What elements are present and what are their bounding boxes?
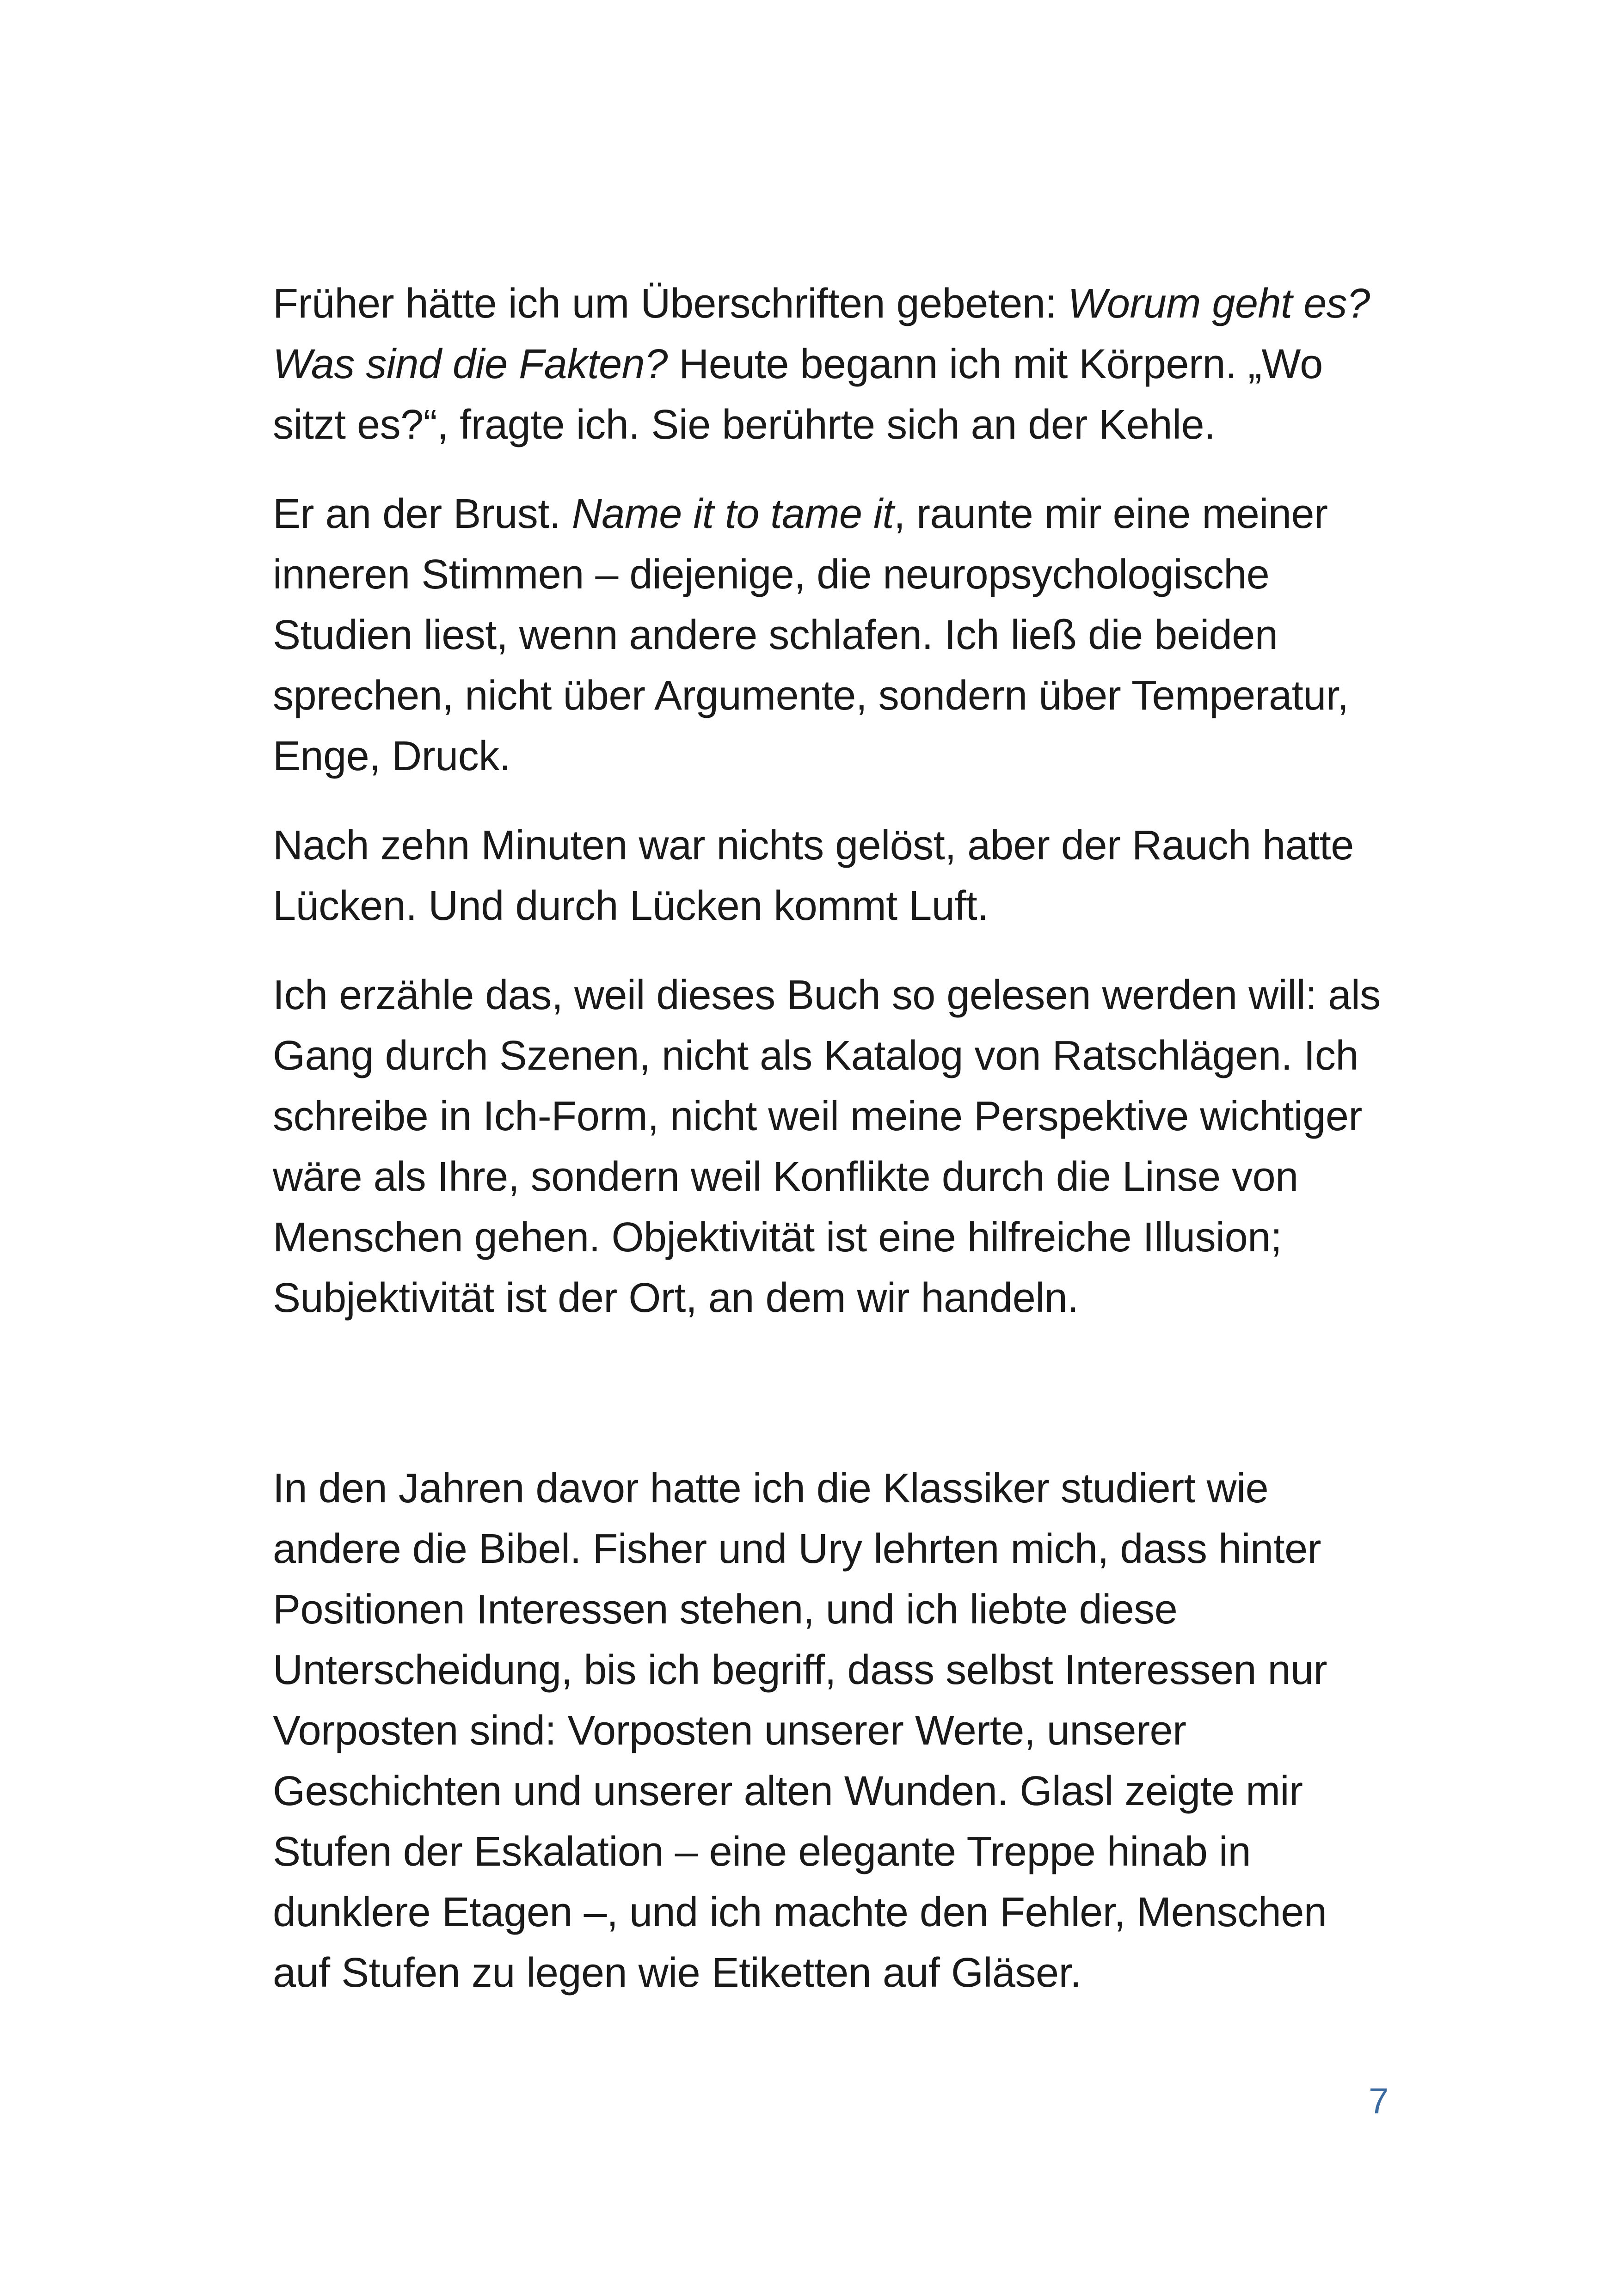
paragraph-line: Lücken. Und durch Lücken kommt Luft. [273, 883, 989, 929]
paragraph-line: auf Stufen zu legen wie Etiketten auf Gläser. [273, 1950, 1081, 1996]
paragraph-line: dunklere Etagen –, und ich machte den Fehler, Menschen [273, 1889, 1327, 1935]
paragraph-line: Nach zehn Minuten war nichts gelöst, aber der Rauch hatte [273, 822, 1354, 869]
text-section-1 [273, 274, 1401, 1329]
paragraph-line: Subjektivität ist der Ort, an dem wir handeln. [273, 1275, 1079, 1321]
italic-text: Worum geht es? [1068, 281, 1370, 327]
paragraph-line: andere die Bibel. Fisher und Ury lehrten mich, dass hinter [273, 1526, 1321, 1572]
paragraph-line: In den Jahren davor hatte ich die Klassiker studiert wie [273, 1465, 1269, 1512]
paragraph-line [273, 274, 1401, 334]
paragraph-2 [273, 484, 1401, 787]
paragraph-line: Geschichten und unserer alten Wunden. Glasl zeigte mir [273, 1768, 1303, 1814]
page-number: 7 [1369, 2081, 1389, 2121]
paragraph-line [273, 484, 1401, 545]
paragraph-3 [273, 815, 1401, 937]
paragraph-line: Positionen Interessen stehen, und ich liebte diese [273, 1586, 1178, 1633]
paragraph-4 [273, 965, 1401, 1329]
text-section-2 [273, 1458, 1401, 2003]
paragraph-line: schreibe in Ich-Form, nicht weil meine Perspektive wichtiger [273, 1093, 1362, 1139]
paragraph-5 [273, 1458, 1401, 2003]
paragraph-line: Stufen der Eskalation – eine elegante Treppe hinab in [273, 1829, 1251, 1875]
paragraph-line: Gang durch Szenen, nicht als Katalog von Ratschlägen. Ich [273, 1033, 1358, 1079]
paragraph-line: Ich erzähle das, weil dieses Buch so gelesen werden will: als [273, 972, 1381, 1018]
text-run: , raunte mir eine meiner [894, 491, 1328, 537]
paragraph-line: sitzt es?“, fragte ich. Sie berührte sich an der Kehle. [273, 402, 1216, 448]
italic-text: Name it to tame it [571, 491, 894, 537]
paragraph-line: Unterscheidung, bis ich begriff, dass selbst Interessen nur [273, 1647, 1327, 1693]
paragraph-line: Menschen gehen. Objektivität ist eine hilfreiche Illusion; [273, 1214, 1282, 1261]
italic-text: Was sind die Fakten? [273, 341, 668, 387]
text-run: Er an der Brust. [273, 491, 572, 537]
text-run: Heute begann ich mit Körpern. „Wo [667, 341, 1323, 387]
paragraph-line: sprechen, nicht über Argumente, sondern über Temperatur, [273, 673, 1349, 719]
paragraph-line: wäre als Ihre, sondern weil Konflikte durch die Linse von [273, 1154, 1298, 1200]
paragraph-line: inneren Stimmen – diejenige, die neuropsychologische [273, 551, 1270, 598]
paragraph-line: Enge, Druck. [273, 733, 511, 779]
paragraph-line: Studien liest, wenn andere schlafen. Ich ließ die beiden [273, 612, 1278, 658]
paragraph-line: Vorposten sind: Vorposten unserer Werte, unserer [273, 1708, 1186, 1754]
paragraph-1 [273, 274, 1401, 455]
text-run: Früher hätte ich um Überschriften gebeten: [273, 281, 1068, 327]
paragraph-line [273, 334, 1401, 395]
